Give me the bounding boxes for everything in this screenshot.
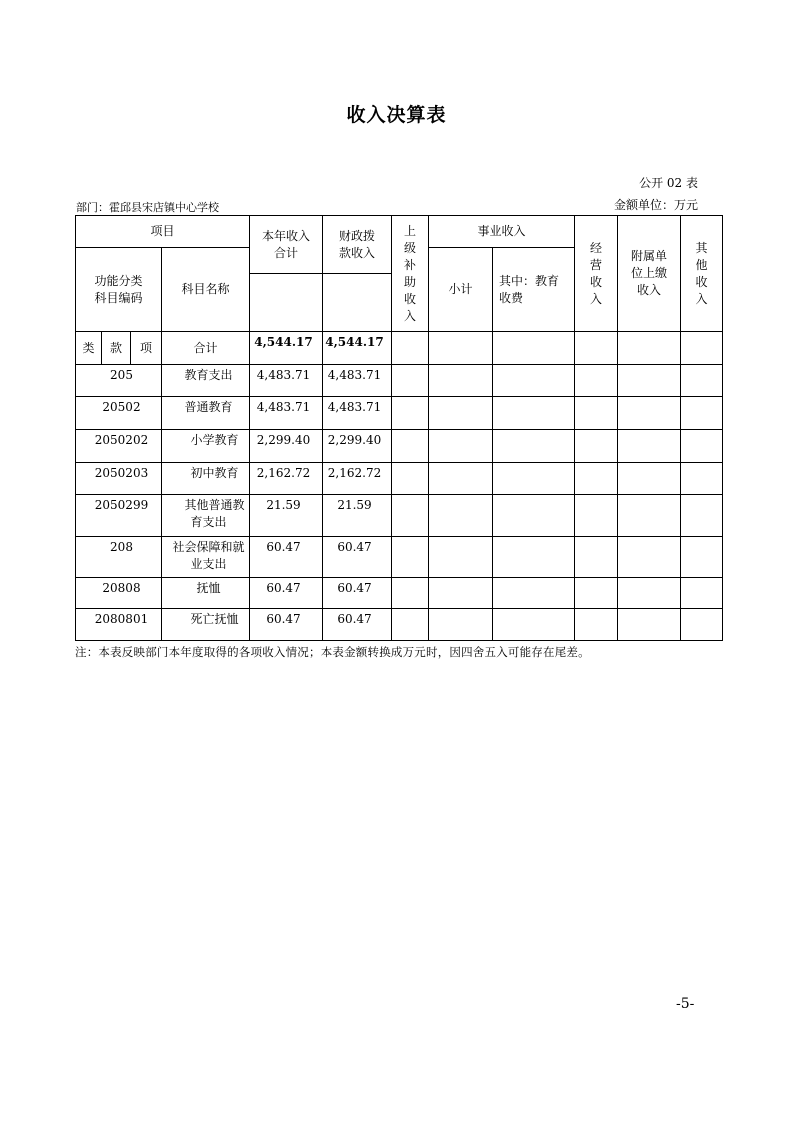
header-edu-fee: 其中：教育 收费 bbox=[493, 248, 575, 332]
table-note: 注：本表反映部门本年度取得的各项收入情况；本表金额转换成万元时，因四舍五入可能存在尾差。 bbox=[75, 645, 590, 659]
header-other: 其 他 收 入 bbox=[681, 216, 723, 332]
table-row: 2080801 死亡抚恤 60.47 60.47 bbox=[76, 609, 723, 641]
header-fiscal-cont bbox=[323, 274, 392, 332]
header-affiliated: 附属单 位上缴 收入 bbox=[618, 216, 681, 332]
header-subtotal: 小计 bbox=[429, 248, 493, 332]
header-xiang: 项 bbox=[131, 332, 162, 365]
table-row: 2050202 小学教育 2,299.40 2,299.40 bbox=[76, 430, 723, 463]
form-number: 公开 02 表 bbox=[639, 176, 698, 190]
header-fiscal: 财政拨 款收入 bbox=[323, 216, 392, 274]
header-project: 项目 bbox=[76, 216, 250, 248]
page-title: 收入决算表 bbox=[346, 104, 447, 126]
table-row: 2050203 初中教育 2,162.72 2,162.72 bbox=[76, 463, 723, 495]
wrapped-subject-name: 其他普通教育支出 bbox=[184, 498, 245, 529]
header-total-cont bbox=[250, 274, 323, 332]
total-fiscal: 4,544.17 bbox=[323, 332, 392, 365]
header-operating: 经 营 收 入 bbox=[575, 216, 618, 332]
table-row: 208 社会保障和就业支出 60.47 60.47 bbox=[76, 537, 723, 578]
header-total: 本年收入 合计 bbox=[250, 216, 323, 274]
header-business: 事业收入 bbox=[429, 216, 575, 248]
total-amount: 4,544.17 bbox=[250, 332, 323, 365]
table-row: 205 教育支出 4,483.71 4,483.71 bbox=[76, 365, 723, 397]
table-row: 2050299 其他普通教育支出 21.59 21.59 bbox=[76, 495, 723, 537]
department-label: 部门：霍邱县宋店镇中心学校 bbox=[76, 201, 219, 214]
header-func-code: 功能分类 科目编码 bbox=[76, 248, 162, 332]
header-subject-name: 科目名称 bbox=[162, 248, 250, 332]
total-label: 合计 bbox=[162, 332, 250, 365]
page-number: -5- bbox=[676, 996, 695, 1012]
header-lei: 类 bbox=[76, 332, 102, 365]
income-table bbox=[75, 215, 723, 641]
table-row: 20502 普通教育 4,483.71 4,483.71 bbox=[76, 397, 723, 430]
table-row: 20808 抚恤 60.47 60.47 bbox=[76, 578, 723, 609]
unit-label: 金额单位：万元 bbox=[613, 198, 698, 212]
header-superior: 上 级 补 助 收 入 bbox=[392, 216, 429, 332]
header-kuan: 款 bbox=[102, 332, 131, 365]
